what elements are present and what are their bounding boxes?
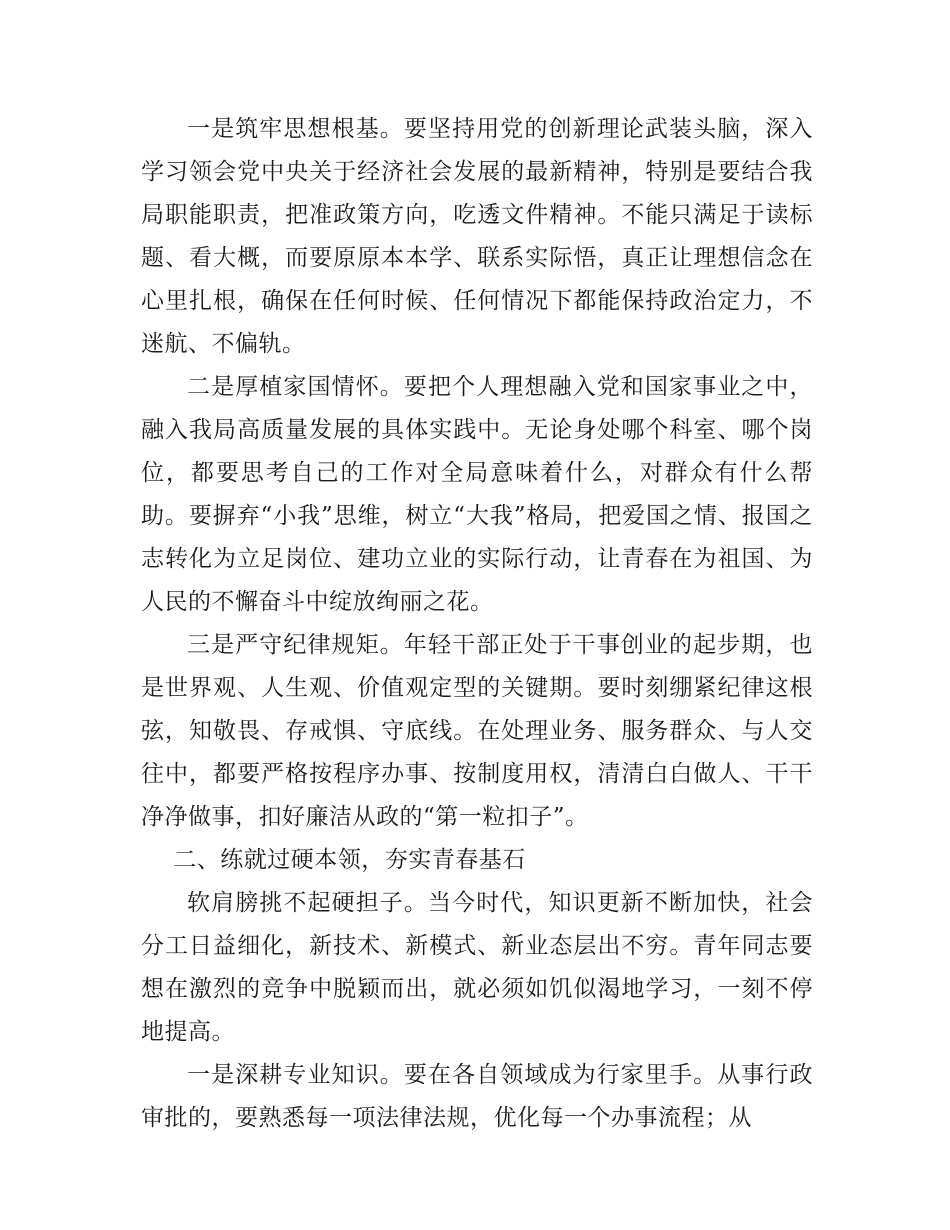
paragraph-professional-knowledge: 一是深耕专业知识。要在各自领域成为行家里手。从事行政审批的，要熟悉每一项法律法规，优化每一个办事流程；从 <box>141 1062 813 1131</box>
section-heading: 二、练就过硬本领，夯实青春基石 <box>173 847 526 873</box>
paragraph-patriotic-sentiment: 二是厚植家国情怀。要把个人理想融入党和国家事业之中，融入我局高质量发展的具体实践中。无论身处哪个科室、哪个岗位，都要思考自己的工作对全局意味着什么，对群众有什么帮助。要摒弃“小我”思维，树立“大我”格局，把爱国之情、报国之志转化为立足岗位、建功立业的实际行动，让青春在为祖国、为人民的不懈奋斗中绽放绚丽之花。 <box>141 374 813 615</box>
paragraph-firm-ideological-foundation: 一是筑牢思想根基。要坚持用党的创新理论武装头脑，深入学习领会党中央关于经济社会发展的最新精神，特别是要结合我局职能职责，把准政策方向，吃透文件精神。不能只满足于读标题、看大概，而要原原本本学、联系实际悟，真正让理想信念在心里扎根，确保在任何时候、任何情况下都能保持政治定力，不迷航、不偏轨。 <box>141 116 813 357</box>
document-body <box>141 108 813 1140</box>
paragraph-learning-intro: 软肩膀挑不起硬担子。当今时代，知识更新不断加快，社会分工日益细化，新技术、新模式、新业态层出不穷。青年同志要想在激烈的竞争中脱颖而出，就必须如饥似渴地学习，一刻不停地提高。 <box>141 890 813 1045</box>
paragraph-discipline-rules: 三是严守纪律规矩。年轻干部正处于干事创业的起步期，也是世界观、人生观、价值观定型的关键期。要时刻绷紧纪律这根弦，知敬畏、存戒惧、守底线。在处理业务、服务群众、与人交往中，都要严格按程序办事、按制度用权，清清白白做人、干干净净做事，扣好廉洁从政的“第一粒扣子”。 <box>141 632 813 830</box>
